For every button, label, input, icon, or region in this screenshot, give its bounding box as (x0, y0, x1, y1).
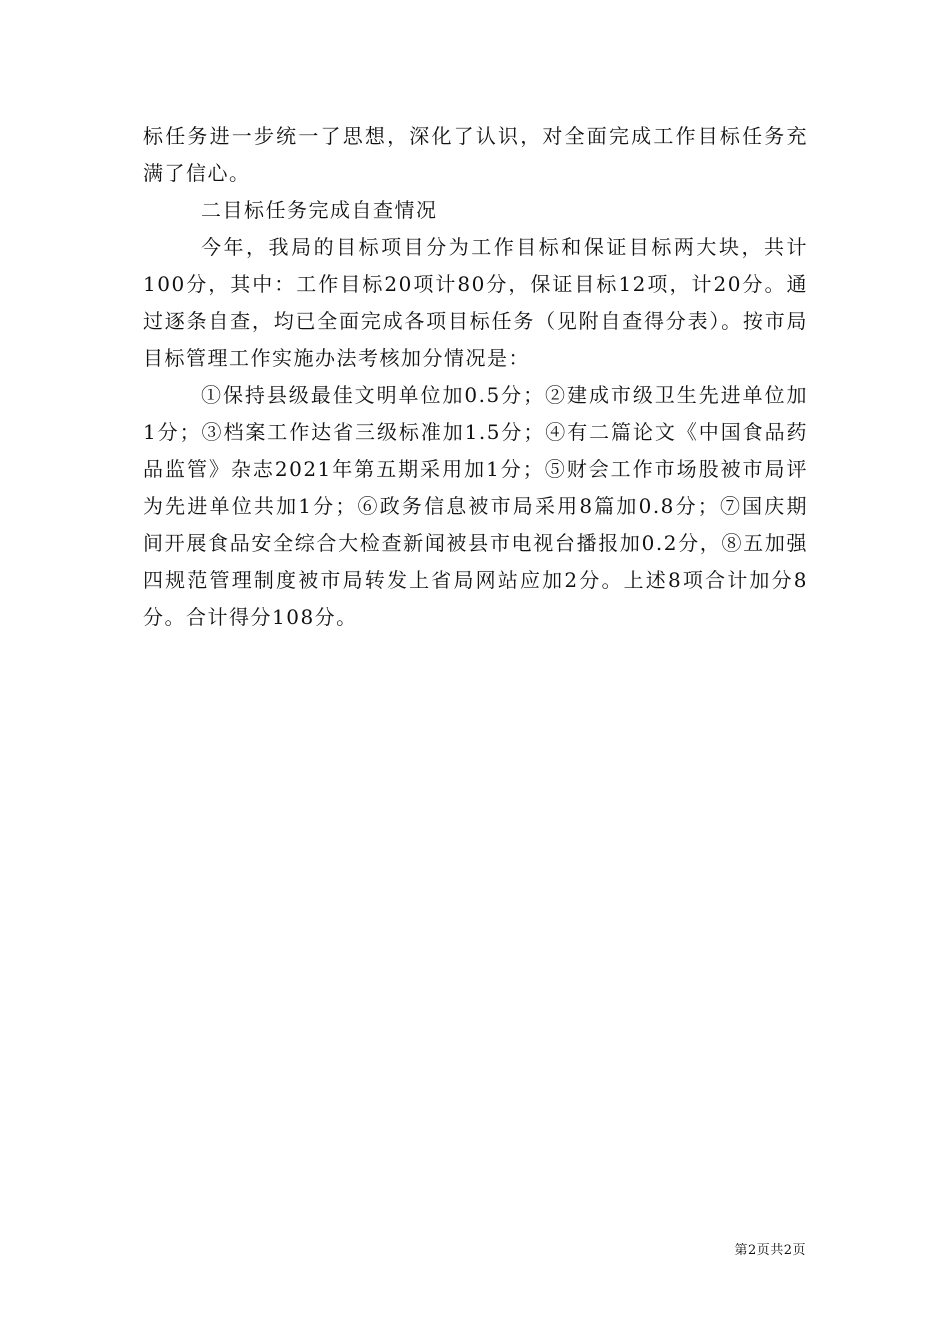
page-footer: 第2页共2页 (734, 1243, 806, 1258)
paragraph-continuation: 标任务进一步统一了思想，深化了认识，对全面完成工作目标任务充满了信心。 (143, 124, 808, 185)
section-heading: 二目标任务完成自查情况 (201, 198, 438, 222)
paragraph-bonus-points: ①保持县级最佳文明单位加0.5分；②建成市级卫生先进单位加1分；③档案工作达省三级标准加1.5分；④有二篇论文《中国食品药品监管》杂志2021年第五期采用加1分；⑤财会工作市场股被市局评为先进单位共加1分；⑥政务信息被市局采用8篇加0.8分；⑦国庆期间开展食品安全综合大检查新闻被县市电视台播报加0.2分，⑧五加强四规范管理制度被市局转发上省局网站应加2分。上述8项合计加分8分。合计得分108分。 (143, 383, 808, 629)
paragraph-target-summary: 今年，我局的目标项目分为工作目标和保证目标两大块，共计100分，其中：工作目标20项计80分，保证目标12项，计20分。通过逐条自查，均已全面完成各项目标任务（见附自查得分表）。按市局目标管理工作实施办法考核加分情况是： (143, 235, 808, 370)
document-body (143, 118, 808, 636)
